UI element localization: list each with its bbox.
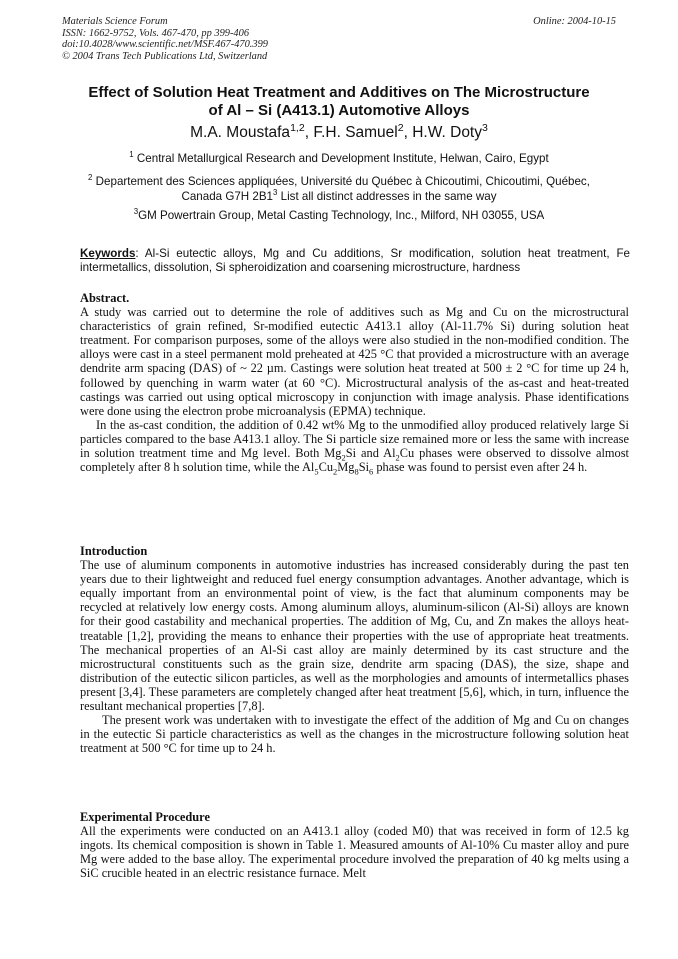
- abstract-heading: Abstract.: [80, 291, 130, 305]
- author-list: M.A. Moustafa$^{1,2}$, F.H. Samuel$^2$, H.W. Doty$^3$: [190, 121, 488, 141]
- author-name: M.A. Moustafa: [190, 124, 291, 141]
- author-name: F.H. Samuel: [313, 124, 398, 141]
- subscript: 5: [314, 466, 319, 477]
- introduction-paragraph-2: The present work was undertaken with to investigate the effect of the addition of Mg and Cu on changes in the eutectic Si particle characteristics as well as the changes in the microstructure following solution heat treatment at 500 °C for time up to 24 h.: [80, 713, 629, 756]
- affil-text: Departement des Sciences appliquées, Université du Québec à Chicoutimi, Chicoutimi, Québec, Canada G7H 2B1: [95, 175, 590, 203]
- abstract-paragraph-1: A study was carried out to determine the role of additives such as Mg and Cu on the microstructural characteristics of grain refined, Sr-modified eutectic A413.1 alloy (Al-11.7% Si) during solution heat treatment. For comparison purposes, some of the alloys were also studied in the non-modified condition. The alloys were cast in a steel permanent mold preheated at 425 °C that provided a microstructure with an average dendrite arm spacing (DAS) of ~ 22 µm. Castings were solution heat treated at 500 ± 2 °C for time up 24 h, followed by quenching in warm water (at 60 °C). Microstructural analysis of the as-cast and heat-treated castings was carried out using optical microscopy in conjunction with image analysis. Phase identifications were done using the electron probe microanalysis (EPMA) technique.: [80, 305, 629, 418]
- affiliation-1: [74, 152, 604, 167]
- abstract-section: [80, 291, 629, 477]
- affil-text: GM Powertrain Group, Metal Casting Technology, Inc., Milford, NH 03055, USA: [138, 209, 545, 222]
- doi-line: doi:10.4028/www.scientific.net/MSF.467-470.399: [62, 39, 268, 50]
- text-run: Cu: [318, 460, 334, 475]
- introduction-paragraph-1: The use of aluminum components in automotive industries has increased considerably during the past ten years due to their lightweight and reduced fuel energy consumption advantages. Another advantage, which is equally important from an environmental point of view, is the fact that aluminum components may be recycled at relatively low energy costs. Among aluminum alloys, aluminum-silicon (Al-Si) alloys are known for their good castability and mechanical properties. The addition of Mg, Cu, and Zn makes the alloys heat-treatable [1,2], providing the means to enhance their properties with the use of appropriate heat treatments. The mechanical properties of an Al-Si cast alloy are mainly determined by its cast structure and the microstructural constituents such as the grain size, dendrite arm spacing (DAS), the size, shape and distribution of the eutectic silicon particles, as well as the morphologies and amounts of intermetallics phases present [3,4]. These parameters are completely changed after heat treatment [5,6], which, in turn, influence the resultant mechanical properties [7,8].: [80, 558, 629, 714]
- introduction-heading: Introduction: [80, 544, 148, 558]
- text-run: Mg: [337, 460, 355, 475]
- copyright-line: © 2004 Trans Tech Publications Ltd, Switzerland: [62, 50, 268, 62]
- affil-number: 1: [129, 150, 134, 160]
- subscript: 2: [395, 452, 400, 463]
- subscript: 6: [369, 466, 374, 477]
- title-line-1: Effect of Solution Heat Treatment and Additives on The Microstructure: [88, 84, 590, 101]
- author-name: H.W. Doty: [412, 124, 482, 141]
- keywords-text: : Al-Si eutectic alloys, Mg and Cu additions, Sr modification, solution heat treatment, Fe intermetallics, dissolution, Si spheroidization and coarsening microstructure, hardness: [80, 247, 630, 275]
- text-run: phase was found to persist even after 24 h.: [373, 460, 588, 475]
- text-run: Si: [358, 460, 370, 475]
- journal-header: [62, 16, 616, 62]
- abstract-paragraph-2: [80, 417, 629, 477]
- affil-marker: 3: [273, 187, 278, 197]
- text-run: Si and Al: [345, 446, 396, 461]
- experimental-heading: Experimental Procedure: [80, 810, 210, 824]
- affiliation-2: [74, 175, 604, 204]
- keywords-block: [80, 247, 630, 275]
- subscript: 2: [333, 466, 338, 477]
- online-date: Online: 2004-10-15: [533, 16, 616, 27]
- keywords-label: Keywords: [80, 247, 136, 260]
- affil-text: Central Metallurgical Research and Development Institute, Helwan, Cairo, Egypt: [136, 152, 549, 165]
- experimental-paragraph-1: All the experiments were conducted on an A413.1 alloy (coded M0) that was received in form of 12.5 kg ingots. Its chemical composition is shown in Table 1. Measured amounts of Al-10% Cu master alloy and pure Mg were added to the base alloy. The experimental procedure involved the preparation of 40 kg melts using a SiC crucible heated in an electric resistance furnace. Melt: [80, 824, 629, 881]
- introduction-section: [80, 544, 629, 755]
- author-affil-marker: 1,2: [290, 121, 305, 134]
- experimental-section: [80, 810, 629, 880]
- paper-title: [74, 84, 604, 120]
- author-affil-marker: 2: [397, 121, 404, 134]
- affil-number: 2: [88, 173, 93, 183]
- issn-line: ISSN: 1662-9752, Vols. 467-470, pp 399-406: [62, 27, 250, 39]
- affil-note: List all distinct addresses in the same way: [277, 189, 497, 203]
- journal-name: Materials Science Forum: [62, 16, 168, 27]
- text-run: In the as-cast condition, the addition of 0.42 wt% Mg to the unmodified alloy produced relatively large Si particles compared to the base A413.1 alloy. The Si particle size remained more or less the same with increase in solution treatment time and Mg level. Both Mg: [80, 417, 629, 461]
- subscript: 8: [354, 466, 359, 477]
- affiliation-3: [74, 209, 604, 224]
- text-run: Cu phases were observed to dissolve almost completely after 8 h solution time, while the Al: [80, 446, 629, 475]
- title-line-2: of Al – Si (A413.1) Automotive Alloys: [208, 102, 470, 119]
- subscript: 2: [341, 452, 346, 463]
- affil-number: 3: [133, 207, 139, 217]
- author-affil-marker: 3: [482, 121, 488, 134]
